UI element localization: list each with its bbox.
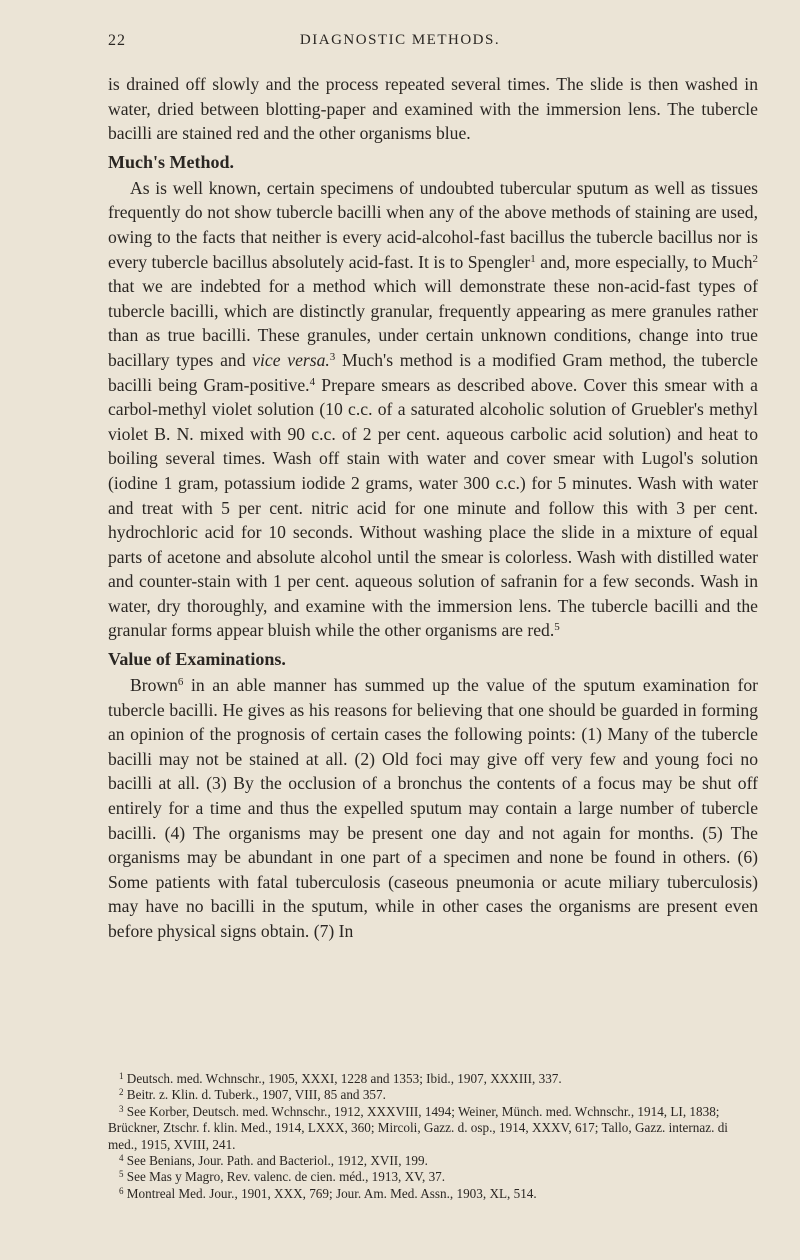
footnote-number: 5	[119, 1169, 124, 1180]
section-heading-much-method: Much's Method.	[108, 151, 234, 172]
footnote-ref: 6	[177, 676, 184, 689]
footnote-number: 6	[119, 1185, 124, 1196]
footnote-number: 4	[119, 1153, 124, 1164]
footnote-number: 1	[119, 1071, 124, 1081]
section-heading-value-of-examinations: Value of Examinations.	[108, 649, 286, 670]
footnote-number: 3	[119, 1103, 124, 1114]
footnote-ref: 3	[329, 350, 336, 363]
text-run: Much's method is a modified Gram method, the tubercle bacilli being Gram-positive.	[108, 349, 758, 395]
footnote-ref: 1	[530, 252, 536, 265]
footnotes	[108, 1071, 758, 1202]
footnote-text: Beitr. z. Klin. d. Tuberk., 1907, VIII, 85 and 357.	[123, 1087, 386, 1103]
footnote-text: See Benians, Jour. Path. and Bacteriol., 1912, XVII, 199.	[123, 1153, 428, 1169]
running-head: DIAGNOSTIC METHODS.	[299, 32, 501, 48]
footnote	[108, 1186, 758, 1202]
footnote-text: Deutsch. med. Wchnschr., 1905, XXXI, 1228 and 1353; Ibid., 1907, XXXIII, 337.	[123, 1071, 562, 1086]
footnote	[108, 1087, 758, 1103]
footnote-ref: 5	[554, 621, 560, 634]
footnote-ref: 2	[752, 252, 758, 265]
text-run: Prepare smears as described above. Cover this smear with a carbol-methyl violet solution (10 c.c. of a saturated alcoholic solution of Gruebler's methyl violet B. N. mixed with 90 c.c. of 2 per cent. aqueous carbolic acid solution) and heat to boiling several times. Wash off stain with water and cover smear with Lugol's solution (iodine 1 gram, potassium iodide 2 grams, water 300 c.c.) for 5 minutes. Wash with water and treat with 5 per cent. nitric acid for one minute and follow this with 3 per cent. hydrochloric acid for 10 seconds. Without washing place the slide in a mixture of equal parts of acetone and absolute alcohol until the smear is colorless. Wash with distilled water and counter-stain with 1 per cent. aqueous solution of safranin for a few seconds. Wash in water, dry thoroughly, and examine with the immersion lens. The tubercle bacilli and the granular forms appear bluish while the other organisms are red.	[108, 374, 758, 641]
paragraph-value-of-examinations	[108, 673, 758, 944]
text-run: in an able manner has summed up the value of the sputum examination for tubercle bacilli. He gives as his reasons for believing that one should be guarded in forming an opinion of the prognosis of certain cases the following points: (1) Many of the tubercle bacilli may not be stained at all. (2) Old foci may give off very few and young foci no bacilli at all. (3) By the occlusion of a bronchus the contents of a focus may be shut off entirely for a time and thus the expelled sputum may contain a large number of tubercle bacilli. (4) The organisms may be present one day and not again for months. (5) The organisms may be abundant in one part of a specimen and none be found in others. (6) Some patients with fatal tuberculosis (caseous pneumonia or acute miliary tuberculosis) may have no bacilli in the sputum, while in other cases the organisms are present even before physical signs obtain. (7) In	[108, 675, 758, 941]
text-run: and, more especially, to Much	[535, 251, 753, 272]
footnote-number: 2	[119, 1087, 124, 1098]
paragraph-much-method	[108, 176, 758, 643]
footnote-ref: 4	[309, 375, 316, 388]
footnote	[108, 1169, 758, 1185]
footnote-text: Montreal Med. Jour., 1901, XXX, 769; Jour. Am. Med. Assn., 1903, XL, 514.	[123, 1185, 537, 1201]
footnote	[108, 1104, 758, 1153]
footnote-text: See Mas y Magro, Rev. valenc. de cien. méd., 1913, XV, 37.	[123, 1169, 446, 1185]
footnote	[108, 1153, 758, 1169]
italic-text: vice versa.	[252, 349, 330, 370]
paragraph-continuation: is drained off slowly and the process repeated several times. The slide is then washed in water, dried between blotting-paper and examined with the immersion lens. The tubercle bacilli are stained red and the other organisms blue.	[108, 74, 758, 144]
text-run: Brown	[130, 675, 178, 696]
footnote	[108, 1071, 758, 1087]
page-header	[0, 32, 800, 54]
footnote-text: See Korber, Deutsch. med. Wchnschr., 1912, XXXVIII, 1494; Weiner, Münch. med. Wchnschr., 1914, LI, 1838; Brückner, Ztschr. f. klin. Med., 1914, LXXX, 360; Mircoli, Gazz. d. osp., 1914, XXXV, 617; Tallo, Gazz. internaz. di med., 1915, XVIII, 241.	[108, 1103, 728, 1152]
main-text	[108, 72, 758, 944]
page-number: 22	[108, 32, 126, 49]
text-run: that we are indebted for a method which will demonstrate these non-acid-fast types of tubercle bacilli, which are distinctly granular, frequently appearing as mere granules rather than as true bacilli. These granules, under certain unknown conditions, change into true bacillary types and	[108, 276, 758, 370]
text-run: As is well known, certain specimens of undoubted tubercular sputum as well as tissues frequently do not show tubercle bacilli when any of the above methods of staining are used, owing to the facts that neither is every acid-alcohol-fast bacillus the tubercle bacillus nor is every tubercle bacillus absolutely acid-fast. It is to Spengler	[108, 177, 758, 272]
